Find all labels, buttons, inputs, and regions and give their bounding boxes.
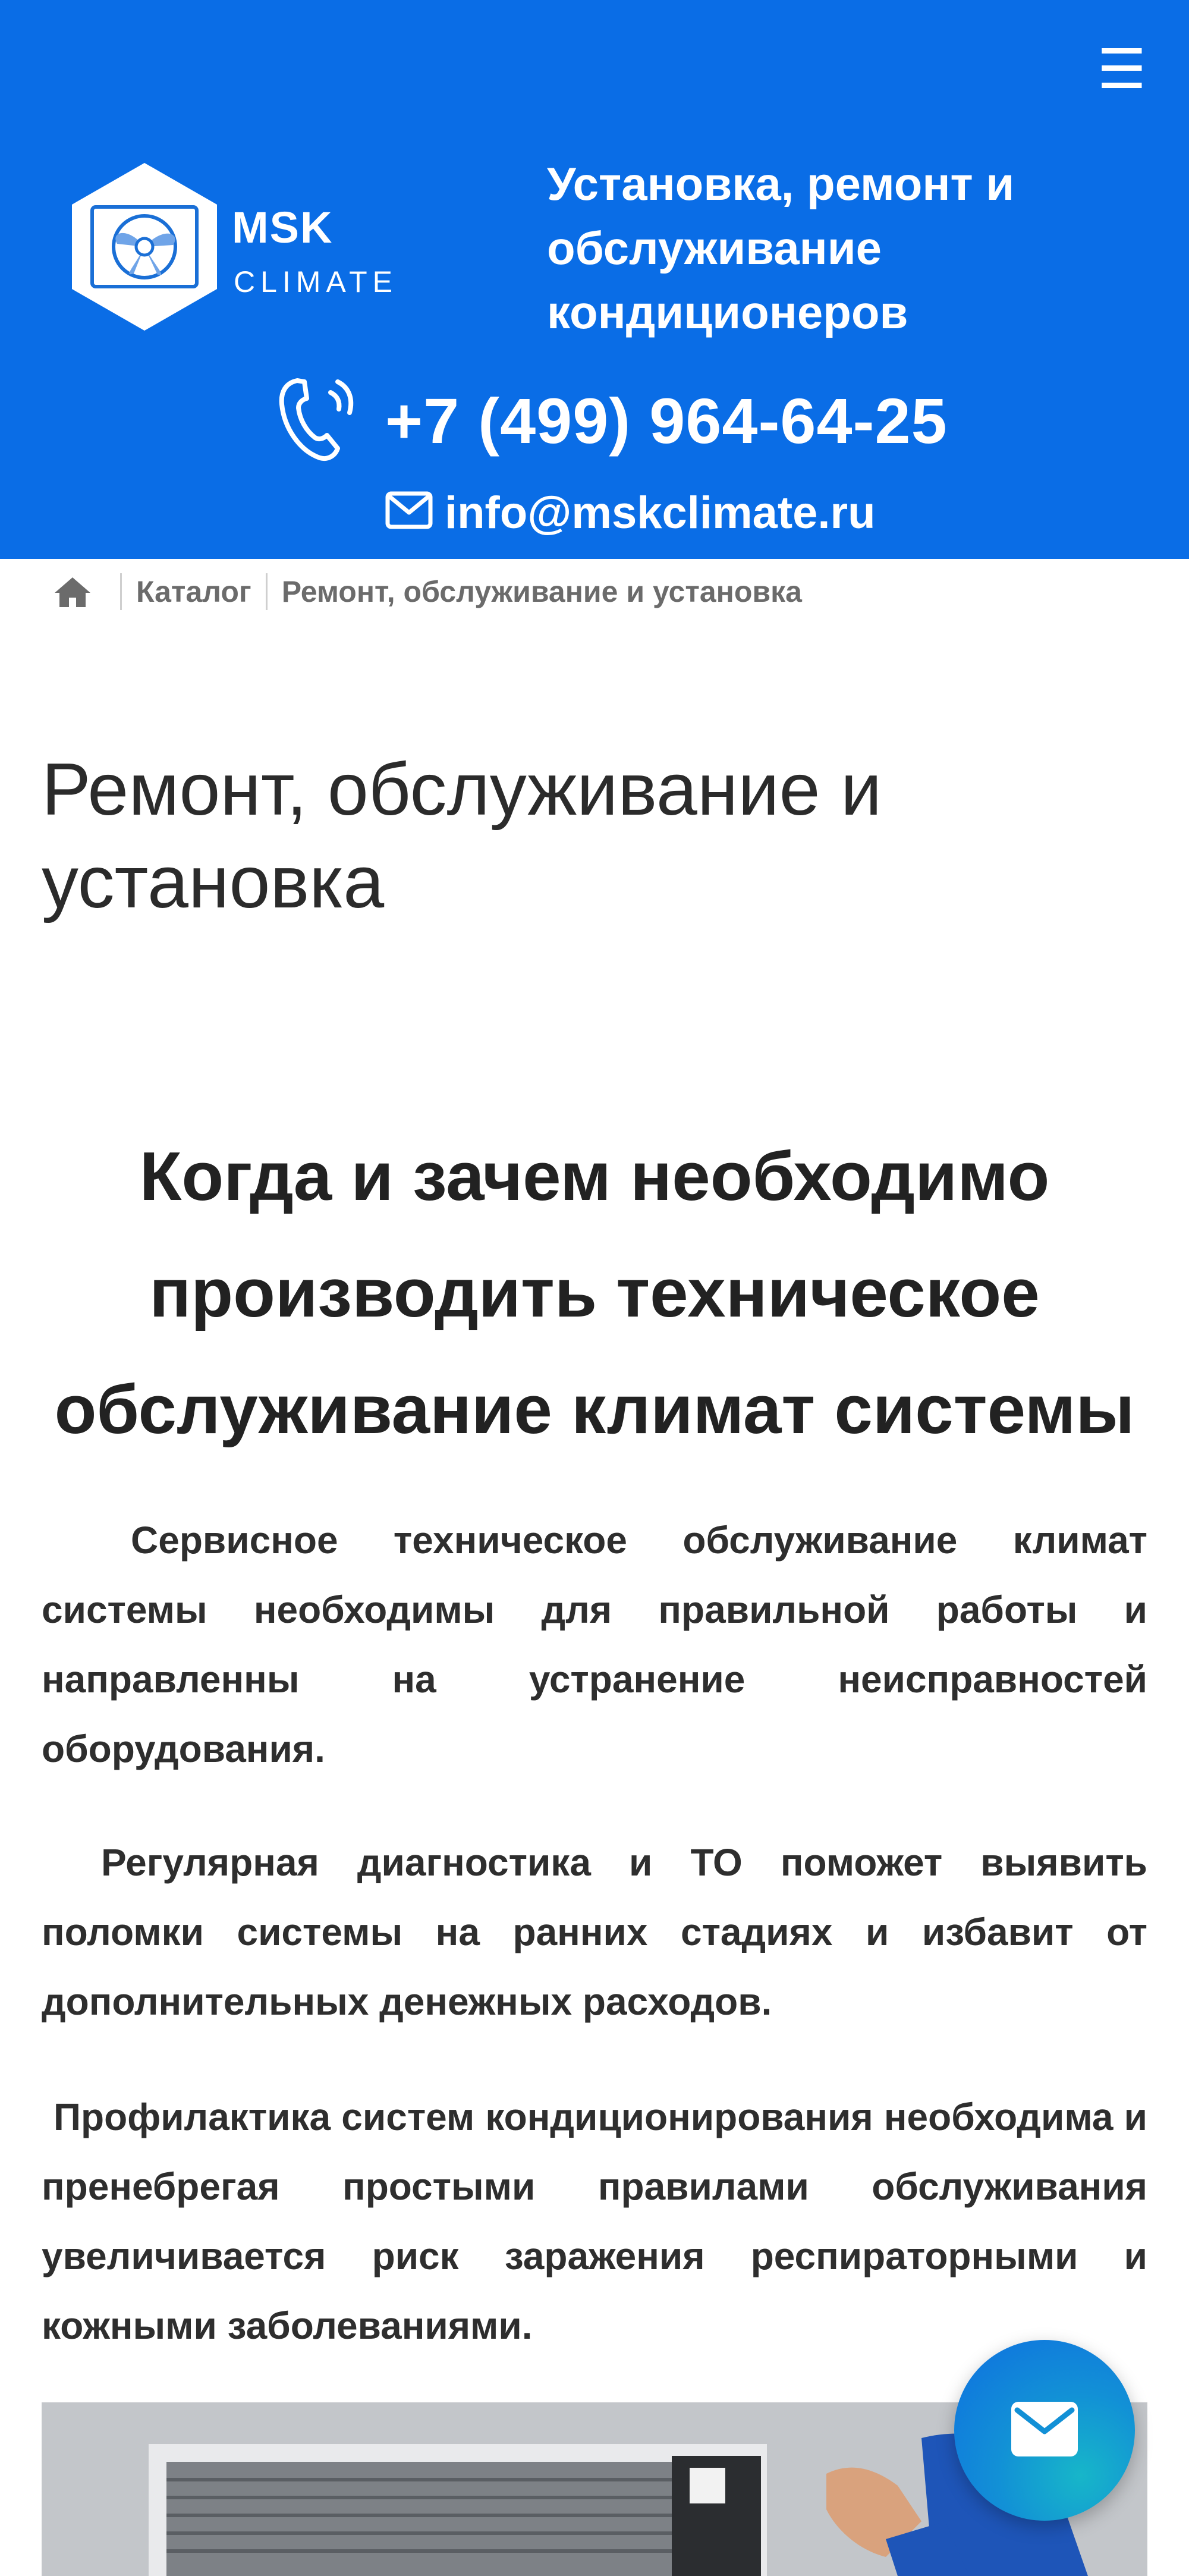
phone-row	[0, 369, 1189, 476]
breadcrumb	[54, 565, 802, 618]
email-link[interactable]: info@mskclimate.ru	[445, 488, 876, 538]
logo-fan-icon	[68, 161, 221, 333]
breadcrumb-item-current: Ремонт, обслуживание и установка	[281, 575, 802, 608]
header-tagline: Установка, ремонт и обслуживание кондиционеров	[547, 158, 1015, 338]
envelope-icon	[385, 491, 433, 529]
site-header	[0, 0, 1189, 559]
logo-text-climate: CLIMATE	[234, 265, 398, 299]
breadcrumb-item-catalog[interactable]: Каталог	[136, 575, 251, 608]
email-row	[0, 480, 1189, 546]
breadcrumb-separator	[266, 573, 268, 610]
paragraph-service: Сервисное техническое обслуживание климат системы необходимы для правильной работы и направленны на устранение неисправностей оборудования.	[42, 1519, 1147, 1770]
logo-text-msk: MSK	[232, 203, 334, 252]
site-logo[interactable]	[68, 161, 413, 339]
section-heading: Когда и зачем необходимо производить техническое обслуживание климат системы	[54, 1138, 1135, 1448]
home-icon[interactable]	[54, 575, 92, 608]
paragraph-diagnostics: Регулярная диагностика и ТО поможет выявить поломки системы на ранних стадиях и избавит от дополнительных денежных расходов.	[42, 1841, 1147, 2023]
phone-icon	[273, 369, 363, 464]
contact-mail-button[interactable]	[954, 2340, 1135, 2521]
page-title: Ремонт, обслуживание и установка	[42, 749, 882, 923]
hamburger-menu-button[interactable]: ☰	[1097, 37, 1147, 101]
mail-icon	[1009, 2399, 1080, 2459]
paragraph-prevention: Профилактика систем кондиционирования необходима и пренебрегая простыми правилами обслуживания увеличивается риск заражения респираторными и кожными заболеваниями.	[42, 2096, 1147, 2347]
phone-number-link[interactable]: +7 (499) 964-64-25	[385, 385, 948, 457]
breadcrumb-separator	[120, 573, 122, 610]
